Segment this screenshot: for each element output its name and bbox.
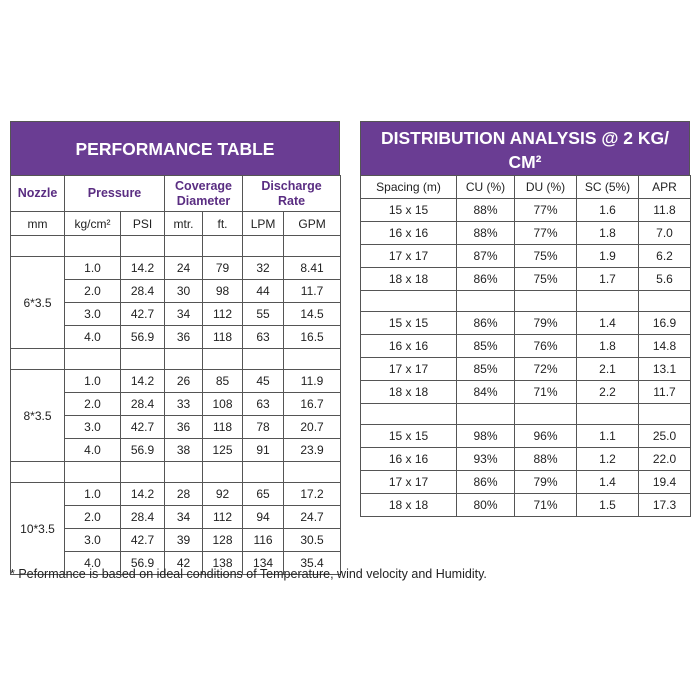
- spacer-cell: [457, 291, 515, 312]
- table-row: [361, 471, 691, 494]
- spacer-cell: [11, 349, 65, 370]
- table-cell: 14.2: [121, 257, 165, 280]
- header-coverage-diameter: [165, 176, 243, 212]
- table-cell: 3.0: [65, 303, 121, 326]
- table-cell: 86%: [457, 268, 515, 291]
- table-cell: 14.2: [121, 370, 165, 393]
- group-spacer-row: [11, 236, 341, 257]
- table-cell: 24: [165, 257, 203, 280]
- table-cell: 16 x 16: [361, 222, 457, 245]
- table-cell: 26: [165, 370, 203, 393]
- table-cell: 71%: [515, 494, 577, 517]
- spacer-cell: [577, 291, 639, 312]
- header-discharge-rate: [243, 176, 341, 212]
- table-cell: 36: [165, 416, 203, 439]
- table-cell: 1.0: [65, 257, 121, 280]
- table-cell: 118: [203, 326, 243, 349]
- subheader-cell: LPM: [243, 212, 284, 236]
- table-row: [361, 358, 691, 381]
- table-cell: 80%: [457, 494, 515, 517]
- performance-table: [10, 175, 341, 575]
- table-cell: 15 x 15: [361, 425, 457, 448]
- spacer-cell: [243, 462, 284, 483]
- table-cell: 34: [165, 303, 203, 326]
- header-coverage-line2: Diameter: [176, 193, 231, 208]
- distribution-analysis-table: [360, 175, 691, 517]
- spacer-cell: [65, 349, 121, 370]
- column-header: DU (%): [515, 176, 577, 199]
- spacer-cell: [361, 404, 457, 425]
- group-spacer-row: [11, 462, 341, 483]
- table-cell: 18 x 18: [361, 268, 457, 291]
- table-row: [361, 381, 691, 404]
- table-cell: 42.7: [121, 416, 165, 439]
- performance-table-panel: [10, 121, 340, 575]
- spacer-cell: [284, 236, 341, 257]
- table-cell: 3.0: [65, 529, 121, 552]
- table-row: [361, 199, 691, 222]
- table-cell: 75%: [515, 245, 577, 268]
- table-row: [361, 494, 691, 517]
- table-cell: 1.4: [577, 471, 639, 494]
- table-cell: 2.0: [65, 280, 121, 303]
- table-cell: 11.9: [284, 370, 341, 393]
- table-cell: 32: [243, 257, 284, 280]
- table-cell: 28: [165, 483, 203, 506]
- table-cell: 28.4: [121, 280, 165, 303]
- table-cell: 2.0: [65, 506, 121, 529]
- spacer-cell: [515, 404, 577, 425]
- spacer-cell: [121, 236, 165, 257]
- table-cell: 18 x 18: [361, 381, 457, 404]
- table-cell: 17.2: [284, 483, 341, 506]
- spacer-cell: [577, 404, 639, 425]
- table-cell: 11.7: [284, 280, 341, 303]
- table-cell: 112: [203, 506, 243, 529]
- table-cell: 5.6: [639, 268, 691, 291]
- table-cell: 14.2: [121, 483, 165, 506]
- table-cell: 116: [243, 529, 284, 552]
- spacer-cell: [121, 462, 165, 483]
- table-cell: 86%: [457, 312, 515, 335]
- table-cell: 2.1: [577, 358, 639, 381]
- nozzle-size-cell: 8*3.5: [11, 370, 65, 462]
- subheader-cell: ft.: [203, 212, 243, 236]
- table-cell: 16 x 16: [361, 335, 457, 358]
- table-cell: 33: [165, 393, 203, 416]
- table-cell: 65: [243, 483, 284, 506]
- table-cell: 28.4: [121, 393, 165, 416]
- table-cell: 72%: [515, 358, 577, 381]
- distribution-analysis-title: [360, 121, 690, 175]
- spacer-cell: [65, 236, 121, 257]
- table-cell: 55: [243, 303, 284, 326]
- table-cell: 4.0: [65, 439, 121, 462]
- table-cell: 6.2: [639, 245, 691, 268]
- table-cell: 134: [243, 552, 284, 575]
- table-cell: 112: [203, 303, 243, 326]
- table-row: [361, 335, 691, 358]
- table-cell: 88%: [515, 448, 577, 471]
- table-cell: 36: [165, 326, 203, 349]
- table-cell: 108: [203, 393, 243, 416]
- table-cell: 91: [243, 439, 284, 462]
- table-cell: 17 x 17: [361, 358, 457, 381]
- table-cell: 45: [243, 370, 284, 393]
- table-cell: 138: [203, 552, 243, 575]
- table-cell: 1.8: [577, 222, 639, 245]
- spacer-cell: [284, 349, 341, 370]
- table-cell: 42.7: [121, 303, 165, 326]
- table-cell: 118: [203, 416, 243, 439]
- table-cell: 13.1: [639, 358, 691, 381]
- table-cell: 34: [165, 506, 203, 529]
- table-cell: 75%: [515, 268, 577, 291]
- spacer-cell: [203, 462, 243, 483]
- table-cell: 1.5: [577, 494, 639, 517]
- table-cell: 16.7: [284, 393, 341, 416]
- spacer-cell: [11, 462, 65, 483]
- spacer-cell: [165, 236, 203, 257]
- table-cell: 44: [243, 280, 284, 303]
- spacer-cell: [243, 236, 284, 257]
- table-cell: 1.1: [577, 425, 639, 448]
- nozzle-size-cell: 10*3.5: [11, 483, 65, 575]
- table-cell: 96%: [515, 425, 577, 448]
- spacer-cell: [457, 404, 515, 425]
- table-cell: 86%: [457, 471, 515, 494]
- header-coverage-line1: Coverage: [175, 178, 233, 193]
- group-spacer-row: [361, 291, 691, 312]
- table-row: [11, 257, 341, 280]
- table-cell: 87%: [457, 245, 515, 268]
- column-header: APR: [639, 176, 691, 199]
- table-cell: 23.9: [284, 439, 341, 462]
- table-cell: 28.4: [121, 506, 165, 529]
- table-cell: 76%: [515, 335, 577, 358]
- spacer-cell: [165, 349, 203, 370]
- table-cell: 42: [165, 552, 203, 575]
- table-cell: 93%: [457, 448, 515, 471]
- table-cell: 16 x 16: [361, 448, 457, 471]
- subheader-cell: kg/cm²: [65, 212, 121, 236]
- header-discharge-line1: Discharge: [261, 178, 322, 193]
- subheader-cell: mtr.: [165, 212, 203, 236]
- spacer-cell: [203, 349, 243, 370]
- table-cell: 3.0: [65, 416, 121, 439]
- footnote: * Peformance is based on ideal conditions of Temperature, wind velocity and Humidity.: [10, 567, 487, 581]
- table-cell: 85: [203, 370, 243, 393]
- table-cell: 4.0: [65, 326, 121, 349]
- table-cell: 1.9: [577, 245, 639, 268]
- table-cell: 35.4: [284, 552, 341, 575]
- header-nozzle: Nozzle: [11, 176, 65, 212]
- table-cell: 22.0: [639, 448, 691, 471]
- nozzle-size-cell: 6*3.5: [11, 257, 65, 349]
- table-row: [361, 245, 691, 268]
- table-cell: 7.0: [639, 222, 691, 245]
- table-cell: 30: [165, 280, 203, 303]
- table-row: [361, 448, 691, 471]
- table-cell: 18 x 18: [361, 494, 457, 517]
- spacer-cell: [639, 291, 691, 312]
- table-cell: 78: [243, 416, 284, 439]
- spacer-cell: [65, 462, 121, 483]
- column-header: CU (%): [457, 176, 515, 199]
- table-cell: 94: [243, 506, 284, 529]
- table-cell: 14.8: [639, 335, 691, 358]
- distribution-title-line1: DISTRIBUTION ANALYSIS @ 2 KG/: [380, 128, 670, 148]
- table-cell: 79%: [515, 312, 577, 335]
- table-cell: 20.7: [284, 416, 341, 439]
- table-cell: 16.9: [639, 312, 691, 335]
- table-cell: 2.0: [65, 393, 121, 416]
- table-cell: 2.2: [577, 381, 639, 404]
- table-cell: 98%: [457, 425, 515, 448]
- table-cell: 85%: [457, 335, 515, 358]
- table-cell: 88%: [457, 222, 515, 245]
- table-cell: 42.7: [121, 529, 165, 552]
- table-cell: 1.4: [577, 312, 639, 335]
- table-cell: 84%: [457, 381, 515, 404]
- table-cell: 98: [203, 280, 243, 303]
- table-cell: 11.7: [639, 381, 691, 404]
- table-cell: 125: [203, 439, 243, 462]
- distribution-title-line2: CM²: [508, 152, 542, 172]
- header-pressure: Pressure: [65, 176, 165, 212]
- spacer-cell: [121, 349, 165, 370]
- table-row: [361, 268, 691, 291]
- table-cell: 15 x 15: [361, 312, 457, 335]
- performance-table-title: PERFORMANCE TABLE: [10, 121, 340, 175]
- table-cell: 30.5: [284, 529, 341, 552]
- spacer-cell: [639, 404, 691, 425]
- table-cell: 77%: [515, 222, 577, 245]
- spacer-cell: [515, 291, 577, 312]
- table-cell: 56.9: [121, 326, 165, 349]
- table-cell: 92: [203, 483, 243, 506]
- table-cell: 77%: [515, 199, 577, 222]
- table-cell: 24.7: [284, 506, 341, 529]
- table-cell: 79%: [515, 471, 577, 494]
- subheader-cell: mm: [11, 212, 65, 236]
- spacer-cell: [361, 291, 457, 312]
- table-cell: 1.0: [65, 483, 121, 506]
- table-cell: 17 x 17: [361, 471, 457, 494]
- table-cell: 79: [203, 257, 243, 280]
- table-cell: 19.4: [639, 471, 691, 494]
- table-cell: 4.0: [65, 552, 121, 575]
- table-cell: 63: [243, 326, 284, 349]
- header-discharge-line2: Rate: [277, 193, 306, 208]
- table-cell: 128: [203, 529, 243, 552]
- table-cell: 15 x 15: [361, 199, 457, 222]
- table-row: [361, 222, 691, 245]
- table-cell: 16.5: [284, 326, 341, 349]
- group-spacer-row: [11, 349, 341, 370]
- spacer-cell: [203, 236, 243, 257]
- table-cell: 14.5: [284, 303, 341, 326]
- table-cell: 1.2: [577, 448, 639, 471]
- spacer-cell: [165, 462, 203, 483]
- column-header: SC (5%): [577, 176, 639, 199]
- table-cell: 1.0: [65, 370, 121, 393]
- table-cell: 11.8: [639, 199, 691, 222]
- table-row: [361, 312, 691, 335]
- table-cell: 56.9: [121, 439, 165, 462]
- spacer-cell: [243, 349, 284, 370]
- group-spacer-row: [361, 404, 691, 425]
- table-cell: 1.6: [577, 199, 639, 222]
- table-row: [11, 483, 341, 506]
- subheader-cell: PSI: [121, 212, 165, 236]
- table-cell: 63: [243, 393, 284, 416]
- table-cell: 85%: [457, 358, 515, 381]
- table-cell: 56.9: [121, 552, 165, 575]
- table-cell: 88%: [457, 199, 515, 222]
- table-cell: 39: [165, 529, 203, 552]
- table-cell: 71%: [515, 381, 577, 404]
- table-row: [361, 425, 691, 448]
- table-cell: 17 x 17: [361, 245, 457, 268]
- table-cell: 17.3: [639, 494, 691, 517]
- column-header: Spacing (m): [361, 176, 457, 199]
- table-row: [11, 370, 341, 393]
- table-cell: 1.7: [577, 268, 639, 291]
- subheader-cell: GPM: [284, 212, 341, 236]
- spacer-cell: [284, 462, 341, 483]
- table-cell: 38: [165, 439, 203, 462]
- distribution-analysis-panel: [360, 121, 690, 517]
- table-cell: 1.8: [577, 335, 639, 358]
- table-cell: 8.41: [284, 257, 341, 280]
- spacer-cell: [11, 236, 65, 257]
- table-cell: 25.0: [639, 425, 691, 448]
